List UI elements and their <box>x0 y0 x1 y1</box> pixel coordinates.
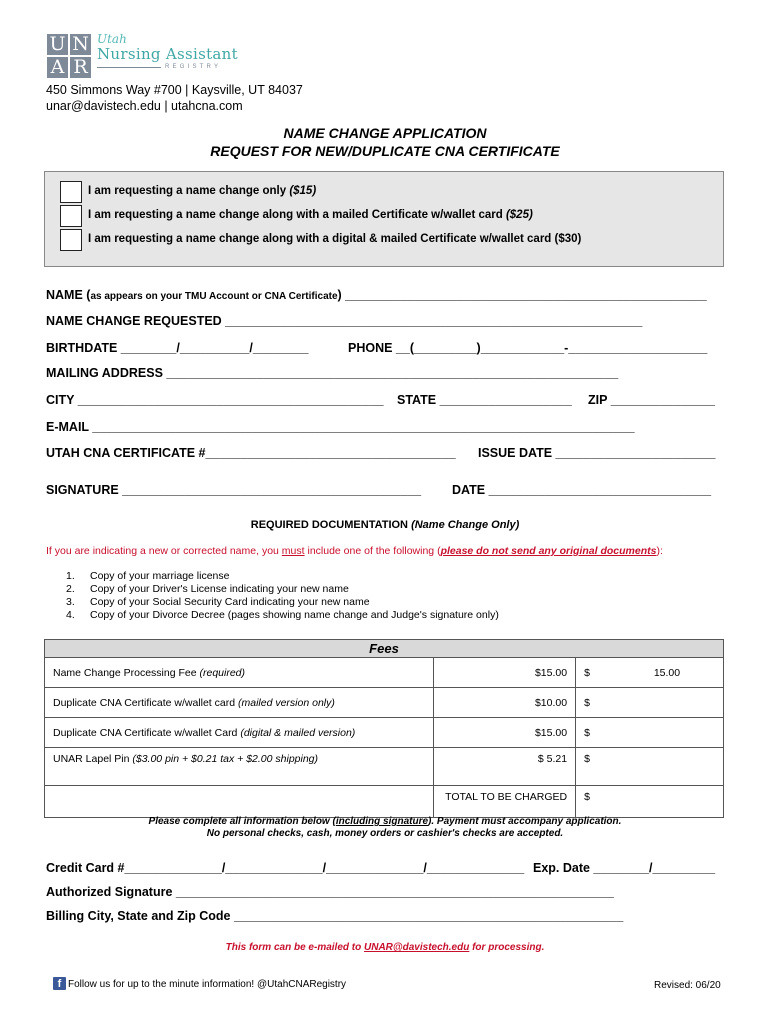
list-item: 3. Copy of your Social Security Card indicating your new name <box>66 596 370 608</box>
required-documentation-heading: REQUIRED DOCUMENTATION (Name Change Only) <box>250 519 520 531</box>
social-follow-text: Follow us for up to the minute information! @UtahCNARegistry <box>68 979 347 990</box>
fee-description: UNAR Lapel Pin ($3.00 pin + $0.21 tax + $2.00 shipping) <box>45 748 434 786</box>
list-item: 4. Copy of your Divorce Decree (pages showing name change and Judge's signature only) <box>66 609 499 621</box>
fee-price: $ 5.21 <box>434 748 576 786</box>
list-item: 1. Copy of your marriage license <box>66 570 230 582</box>
birthdate-field[interactable]: BIRTHDATE ________/__________/________ <box>46 341 309 355</box>
checkbox-name-change-only[interactable] <box>60 181 82 203</box>
option-label: I am requesting a name change along with a mailed Certificate w/wallet card ($25) <box>88 209 533 221</box>
list-item: 2. Copy of your Driver's License indicating your new name <box>66 583 349 595</box>
logo-script-text: Utah <box>97 32 127 46</box>
logo-name: Nursing Assistant <box>97 45 238 63</box>
checkbox-mailed-certificate[interactable] <box>60 205 82 227</box>
address-line: 450 Simmons Way #700 | Kaysville, UT 84037 <box>46 83 303 97</box>
contact-line: unar@davistech.edu | utahcna.com <box>46 99 243 113</box>
table-row <box>45 688 724 718</box>
name-change-requested-field[interactable]: NAME CHANGE REQUESTED ____________________________________________________________ <box>46 314 643 328</box>
cna-certificate-field[interactable]: UTAH CNA CERTIFICATE #____________________________________ <box>46 446 456 460</box>
mailing-address-field[interactable]: MAILING ADDRESS _________________________________________________________________ <box>46 366 619 380</box>
unar-logo <box>47 34 257 80</box>
logo-letter-u: U <box>47 34 68 55</box>
authorized-signature-field[interactable]: Authorized Signature _______________________________________________________________ <box>46 885 614 899</box>
payment-note: Please complete all information below (including signature). Payment must accompany application. No personal checks, cash, money orders or cashier's checks are accepted. <box>148 816 622 839</box>
signature-field[interactable]: SIGNATURE ___________________________________________ <box>46 483 422 497</box>
billing-address-field[interactable]: Billing City, State and Zip Code ________________________________________________________ <box>46 909 624 923</box>
table-row <box>45 658 724 688</box>
option-mailed-certificate[interactable] <box>60 205 660 227</box>
option-label: I am requesting a name change only ($15) <box>88 185 317 197</box>
email-field[interactable]: E-MAIL ______________________________________________________________________________ <box>46 420 635 434</box>
fee-amount-cell[interactable]: $ <box>576 718 724 748</box>
option-digital-mailed-certificate[interactable] <box>60 229 660 251</box>
fee-amount-cell[interactable]: $ 15.00 <box>576 658 724 688</box>
name-field[interactable]: NAME (as appears on your TMU Account or CNA Certificate) ____________________________________________________ <box>46 288 707 302</box>
option-name-change-only[interactable] <box>60 181 660 203</box>
logo-letter-r: R <box>70 57 91 78</box>
form-subtitle: REQUEST FOR NEW/DUPLICATE CNA CERTIFICATE <box>210 143 560 159</box>
city-field[interactable]: CITY ____________________________________________ <box>46 393 384 407</box>
logo-letter-grid <box>47 34 91 78</box>
logo-letter-n: N <box>70 34 91 55</box>
phone-field[interactable]: PHONE __(_________)____________-____________________ <box>348 341 708 355</box>
email-link[interactable]: UNAR@davistech.edu <box>364 942 470 953</box>
email-note: This form can be e-mailed to UNAR@davistech.edu for processing. <box>225 942 545 953</box>
checkbox-digital-mailed-certificate[interactable] <box>60 229 82 251</box>
table-row <box>45 718 724 748</box>
logo-letter-a: A <box>47 57 68 78</box>
empty-cell <box>45 786 434 818</box>
fee-price: $10.00 <box>434 688 576 718</box>
fee-price: $15.00 <box>434 718 576 748</box>
fee-price: $15.00 <box>434 658 576 688</box>
required-documents-list <box>66 570 499 622</box>
total-label: TOTAL TO BE CHARGED <box>434 786 576 818</box>
fee-description: Name Change Processing Fee (required) <box>45 658 434 688</box>
fee-amount-cell[interactable]: $ <box>576 688 724 718</box>
table-row <box>45 786 724 818</box>
expiration-date-field[interactable]: Exp. Date ________/_________ <box>533 861 716 875</box>
issue-date-field[interactable]: ISSUE DATE _______________________ <box>478 446 716 460</box>
fee-amount-cell[interactable]: $ <box>576 748 724 786</box>
logo-divider <box>97 67 161 68</box>
fee-description: Duplicate CNA Certificate w/wallet card (mailed version only) <box>45 688 434 718</box>
option-label: I am requesting a name change along with a digital & mailed Certificate w/wallet card ($30) <box>88 233 582 245</box>
form-title: NAME CHANGE APPLICATION <box>283 125 487 141</box>
documentation-note: If you are indicating a new or corrected name, you must include one of the following (please do not send any original documents): <box>46 545 663 557</box>
request-options-box <box>44 171 724 267</box>
facebook-icon[interactable]: f <box>53 977 66 990</box>
revised-date: Revised: 06/20 <box>654 980 721 991</box>
state-field[interactable]: STATE ___________________ <box>397 393 572 407</box>
logo-registry: REGISTRY <box>165 64 222 70</box>
credit-card-field[interactable]: Credit Card #______________/______________/______________/______________ <box>46 861 525 875</box>
zip-field[interactable]: ZIP _______________ <box>588 393 715 407</box>
total-amount-cell[interactable]: $ <box>576 786 724 818</box>
fee-description: Duplicate CNA Certificate w/wallet Card (digital & mailed version) <box>45 718 434 748</box>
table-row <box>45 748 724 786</box>
date-field[interactable]: DATE ________________________________ <box>452 483 712 497</box>
fees-header: Fees <box>45 640 724 658</box>
fees-table <box>44 639 724 818</box>
